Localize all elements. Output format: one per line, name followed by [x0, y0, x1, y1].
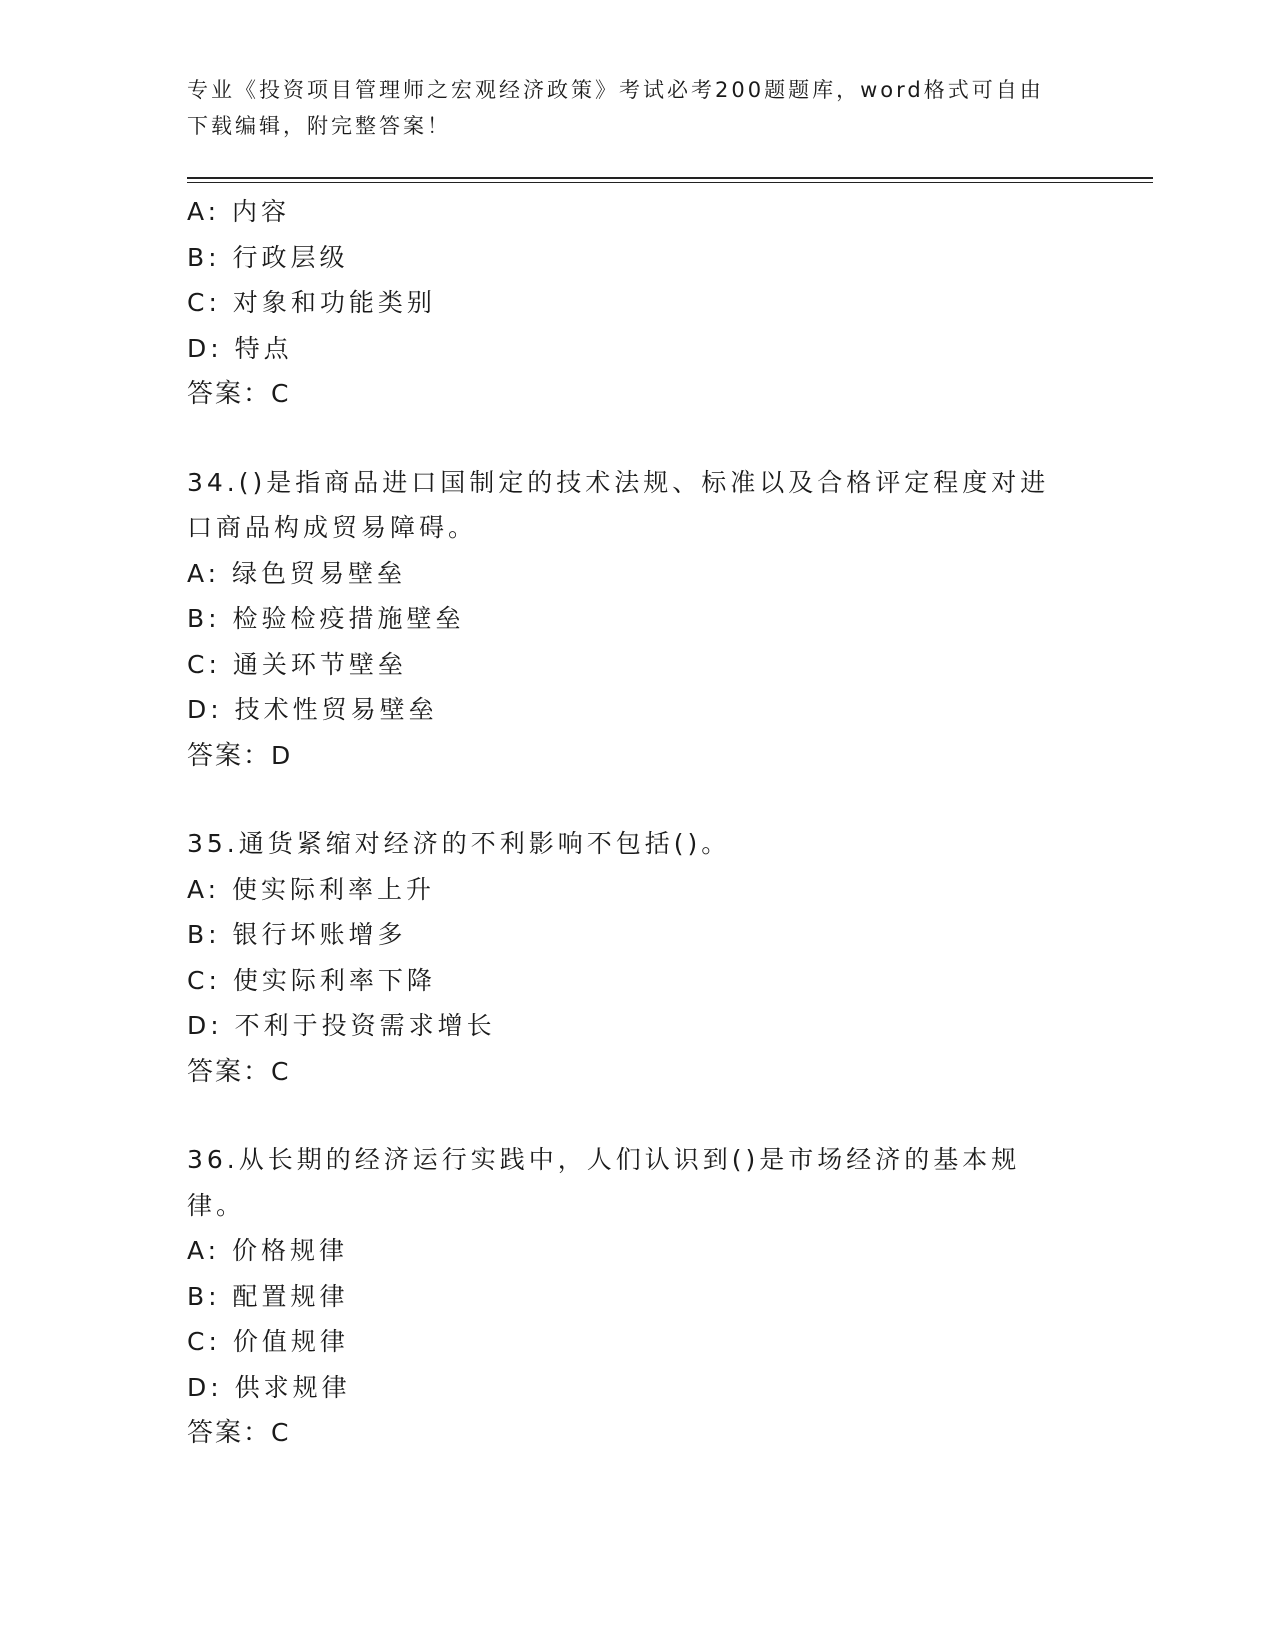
- option-d: D: 供求规律: [187, 1372, 351, 1402]
- option-c: C: 对象和功能类别: [187, 288, 436, 317]
- option-a: A: 使实际利率上升: [187, 874, 436, 904]
- option-c: C: 通关环节壁垒: [187, 649, 407, 679]
- option-b: B: 配置规律: [187, 1281, 349, 1311]
- header-rule-thin: [187, 182, 1153, 183]
- option-a: A: 绿色贸易壁垒: [187, 558, 407, 588]
- question-content: [187, 189, 1087, 1456]
- question-stem: 34.()是指商品进口国制定的技术法规、标准以及合格评定程度对进口商品构成贸易障碍。: [187, 467, 1050, 542]
- option-b: B: 银行坏账增多: [187, 920, 407, 949]
- option-c: C: 价值规律: [187, 1327, 349, 1356]
- question-stem: 36.从长期的经济运行实践中，人们认识到()是市场经济的基本规律。: [187, 1145, 1021, 1220]
- answer-line: 答案：C: [187, 1056, 289, 1087]
- question-stem: 35.通货紧缩对经济的不利影响不包括()。: [187, 829, 731, 858]
- option-a: A: 内容: [187, 197, 291, 226]
- option-a: A: 价格规律: [187, 1236, 349, 1265]
- document-title: 专业《投资项目管理师之宏观经济政策》考试必考200题题库，word格式可自由下载编辑，附完整答案！: [187, 78, 1044, 138]
- answer-line: 答案：D: [187, 740, 291, 771]
- option-c: C: 使实际利率下降: [187, 965, 436, 995]
- answer-line: 答案：C: [187, 1418, 289, 1448]
- option-b: B: 行政层级: [187, 242, 349, 272]
- option-d: D: 技术性贸易壁垒: [187, 695, 438, 724]
- option-d: D: 特点: [187, 333, 293, 363]
- option-d: D: 不利于投资需求增长: [187, 1011, 496, 1040]
- header-rule-thick: [187, 177, 1153, 179]
- answer-line: 答案：C: [187, 379, 289, 409]
- option-b: B: 检验检疫措施壁垒: [187, 604, 465, 633]
